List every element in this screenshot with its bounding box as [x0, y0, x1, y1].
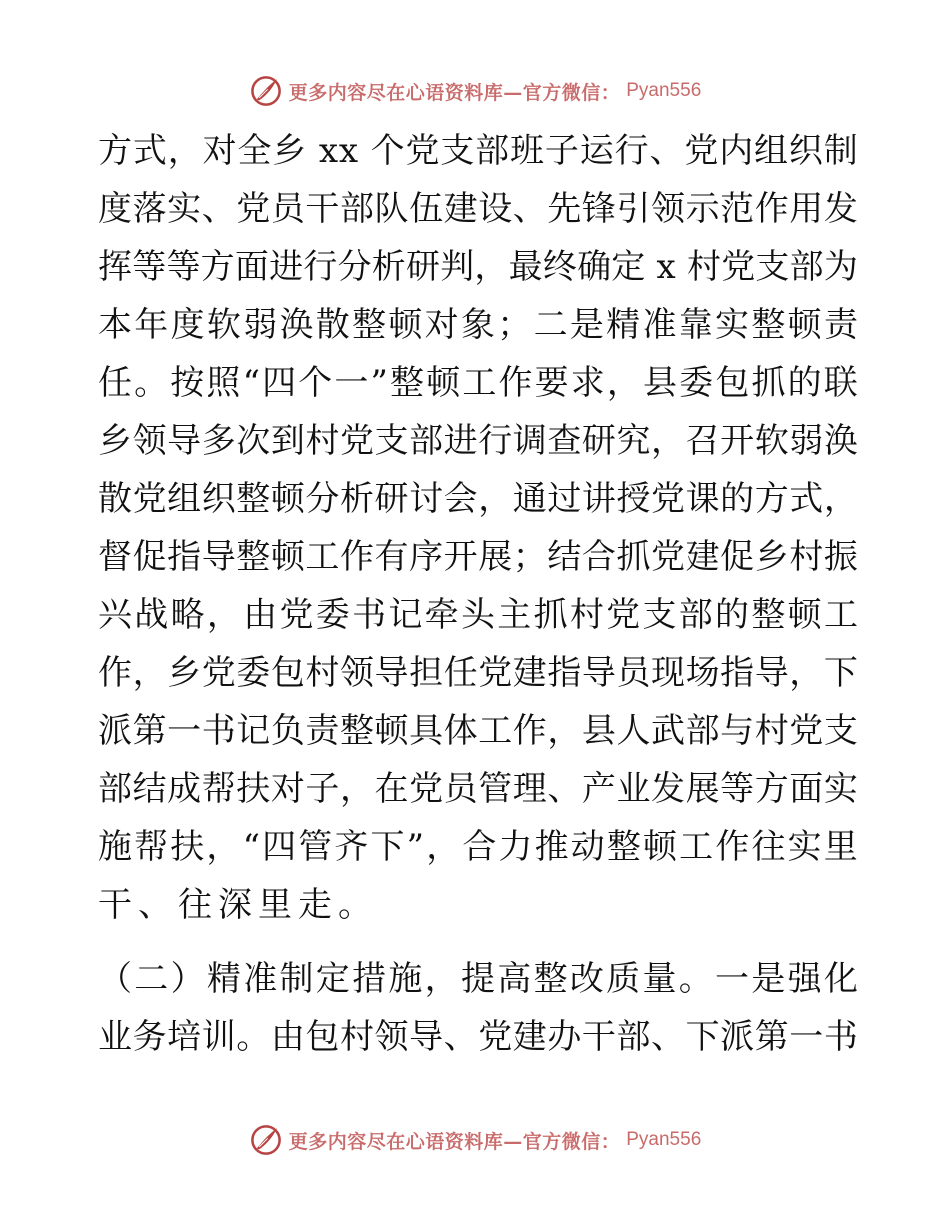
- text-line: （ 二 ） 精 准 制 定 措 施 ， 提 高 整 改 质 量 。 一 是 强 化: [98, 959, 858, 999]
- text-line: 乡 领 导 多 次 到 村 党 支 部 进 行 调 查 研 究 ， 召 开 软 弱 涣: [98, 421, 858, 461]
- text-line: 方 式 ， 对 全 乡 x x 个 党 支 部 班 子 运 行 、 党 内 组 织 制: [98, 131, 858, 171]
- watermark-handle: Pyan556: [626, 80, 702, 101]
- text-line: 督 促 指 导 整 顿 工 作 有 序 开 展 ； 结 合 抓 党 建 促 乡 村 振: [98, 537, 858, 577]
- header-watermark: [0, 73, 950, 109]
- text-line: 部 结 成 帮 扶 对 子 ， 在 党 员 管 理 、 产 业 发 展 等 方 面 实: [98, 769, 858, 809]
- text-line: 挥 等 等 方 面 进 行 分 析 研 判 ， 最 终 确 定 x 村 党 支 部 为: [98, 247, 858, 287]
- watermark-text: 更多内容尽在心语资料库—官方微信：: [288, 1130, 621, 1153]
- footer-watermark: [0, 1122, 950, 1158]
- text-line: 本 年 度 软 弱 涣 散 整 顿 对 象 ； 二 是 精 准 靠 实 整 顿 责: [98, 305, 858, 345]
- text-line: 任 。 按 照 “ 四 个 一 ” 整 顿 工 作 要 求 ， 县 委 包 抓 的 联: [98, 363, 858, 403]
- text-line: 作 ， 乡 党 委 包 村 领 导 担 任 党 建 指 导 员 现 场 指 导 ， 下: [98, 653, 858, 693]
- paragraph-gap: [98, 934, 858, 950]
- text-line: 度 落 实 、 党 员 干 部 队 伍 建 设 、 先 锋 引 领 示 范 作 用 发: [98, 189, 858, 229]
- quill-circle-logo-icon: [249, 74, 283, 108]
- text-line: 业 务 培 训 。 由 包 村 领 导 、 党 建 办 干 部 、 下 派 第 一 书: [98, 1017, 858, 1057]
- text-line: 派 第 一 书 记 负 责 整 顿 具 体 工 作 ， 县 人 武 部 与 村 党 支: [98, 711, 858, 751]
- watermark-text: 更多内容尽在心语资料库—官方微信：: [288, 81, 621, 104]
- document-body: [98, 122, 858, 1066]
- text-line: 干、往深里走。: [98, 885, 378, 925]
- text-line: 散 党 组 织 整 顿 分 析 研 讨 会 ， 通 过 讲 授 党 课 的 方 式 ，: [98, 479, 858, 519]
- text-line: 兴 战 略 ， 由 党 委 书 记 牵 头 主 抓 村 党 支 部 的 整 顿 工: [98, 595, 858, 635]
- quill-circle-logo-icon: [249, 1123, 283, 1157]
- watermark-handle: Pyan556: [626, 1129, 702, 1150]
- text-line: 施 帮 扶 ， “ 四 管 齐 下 ” ， 合 力 推 动 整 顿 工 作 往 实 里: [98, 827, 858, 867]
